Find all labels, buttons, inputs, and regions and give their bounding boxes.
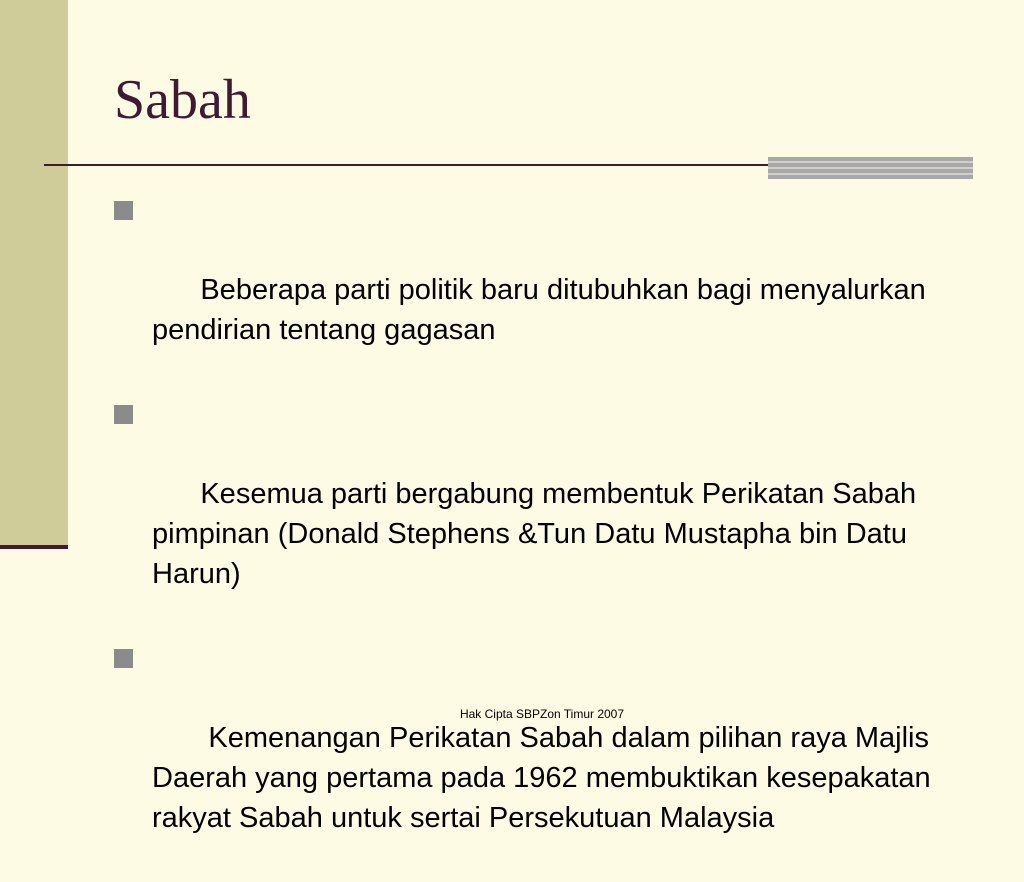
bullet-text: Beberapa parti politik baru ditubuhkan bagi menyalurkan pendirian tentang gagasan xyxy=(152,274,934,346)
slide-title: Sabah xyxy=(114,69,251,131)
title-divider-accent xyxy=(768,157,973,179)
square-bullet-icon xyxy=(114,649,133,668)
bullet-text: Kesemua parti bergabung membentuk Perikatan Sabah pimpinan (Donald Stephens &Tun Datu Mustapha bin Datu Harun) xyxy=(152,478,925,590)
left-band-rule xyxy=(0,545,68,549)
left-decorative-band xyxy=(0,0,68,545)
bullet-item xyxy=(114,190,984,390)
square-bullet-icon xyxy=(114,201,133,220)
square-bullet-icon xyxy=(114,405,133,424)
bullet-item xyxy=(114,394,984,634)
bullet-item xyxy=(114,638,984,878)
bullet-text: Kemenangan Perikatan Sabah dalam pilihan raya Majlis Daerah yang pertama pada 1962 membuktikan kesepakatan rakyat Sabah untuk sertai Persekutuan Malaysia xyxy=(152,722,939,834)
bullet-list xyxy=(114,190,984,882)
slide-footer: Hak Cipta SBPZon Timur 2007 xyxy=(459,707,625,721)
title-divider xyxy=(44,164,784,166)
